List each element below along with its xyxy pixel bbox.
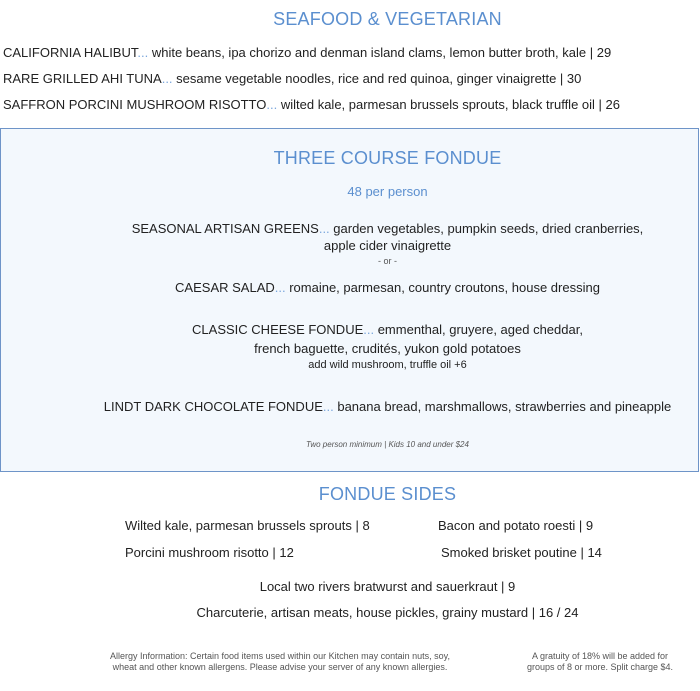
sides-title: FONDUE SIDES (318, 484, 457, 504)
menu-item: SAFFRON PORCINI MUSHROOM RISOTTO... wilted kale, parmesan brussels sprouts, black truffle oil | 26 (3, 97, 620, 112)
course-chocolate: LINDT DARK CHOCOLATE FONDUE... banana bread, marshmallows, strawberries and pineapple (103, 399, 672, 414)
side-item: Smoked brisket poutine | 14 (441, 545, 602, 560)
gratuity-info: A gratuity of 18% will be added for groups of 8 or more. Split charge $4. (526, 651, 674, 672)
side-item: Bacon and potato roesti | 9 (438, 518, 594, 533)
fondue-title: THREE COURSE FONDUE (273, 148, 502, 168)
or-divider: - or - (378, 256, 397, 266)
seafood-title: SEAFOOD & VEGETARIAN (273, 9, 502, 29)
side-item: Charcuterie, artisan meats, house pickles, grainy mustard | 16 / 24 (196, 605, 579, 620)
course-greens-desc: apple cider vinaigrette (323, 238, 452, 253)
course-greens: SEASONAL ARTISAN GREENS... garden vegetables, pumpkin seeds, dried cranberries, (131, 221, 644, 236)
course-cheese: CLASSIC CHEESE FONDUE... emmenthal, gruyere, aged cheddar, (192, 322, 583, 337)
side-item: Porcini mushroom risotto | 12 (125, 545, 294, 560)
fondue-box (0, 128, 699, 472)
fondue-price: 48 per person (347, 184, 428, 199)
side-item: Local two rivers bratwurst and sauerkraut | 9 (259, 579, 516, 594)
fondue-note: Two person minimum | Kids 10 and under $24 (306, 440, 469, 449)
side-item: Wilted kale, parmesan brussels sprouts | 8 (125, 518, 370, 533)
menu-item: CALIFORNIA HALIBUT... white beans, ipa chorizo and denman island clams, lemon butter broth, kale | 29 (3, 45, 612, 60)
cheese-addon: add wild mushroom, truffle oil +6 (308, 359, 467, 371)
course-cheese-desc: french baguette, crudités, yukon gold potatoes (254, 341, 521, 356)
course-caesar: CAESAR SALAD... romaine, parmesan, country croutons, house dressing (175, 280, 600, 295)
allergy-info: Allergy Information: Certain food items used within our Kitchen may contain nuts, soy, wheat and other known allergens. Please advise your server of any known allergies. (110, 651, 450, 672)
menu-item: RARE GRILLED AHI TUNA... sesame vegetable noodles, rice and red quinoa, ginger vinaigrette | 30 (3, 71, 582, 86)
